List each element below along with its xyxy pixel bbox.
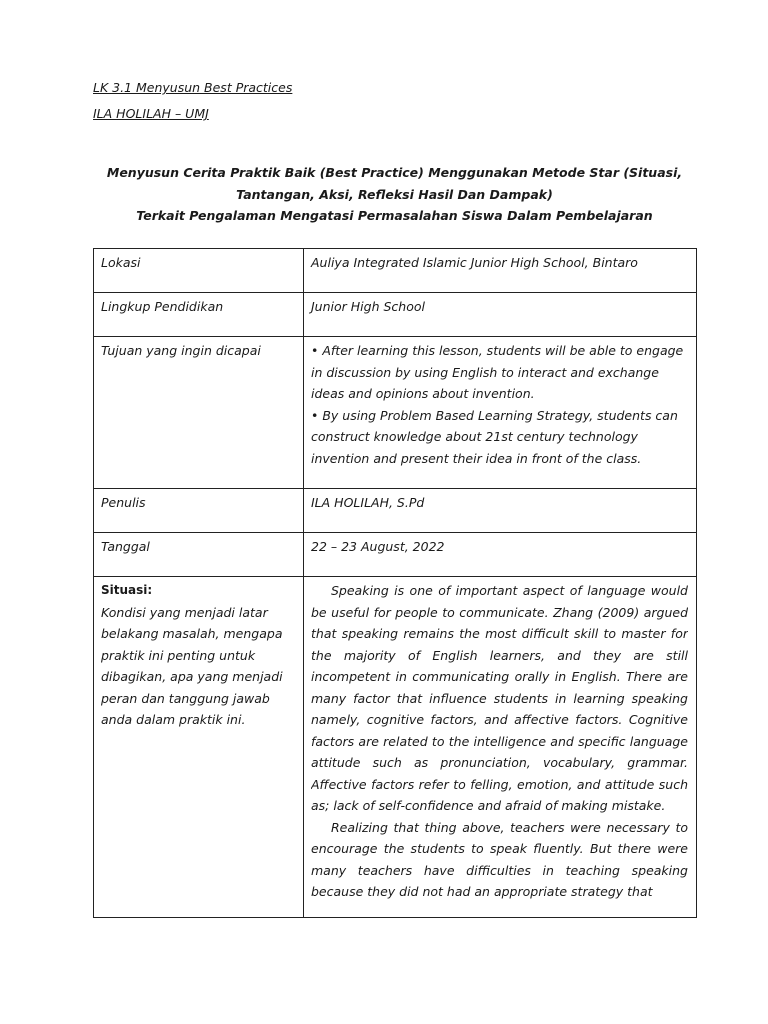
value-lokasi: Auliya Integrated Islamic Junior High School, Bintaro	[304, 249, 697, 293]
label-tanggal: Tanggal	[94, 533, 304, 577]
situasi-paragraph-1: Speaking is one of important aspect of language would be useful for people to communicate. Zhang (2009) argued that speaking remains the most difficult skill to master for the majority of English learners, and they are still incompetent in communicating orally in English. There are many factor that influence students in learning speaking namely, cognitive factors, and affective factors. Cognitive factors are related to the intelligence and specific language attitude such as pronunciation, vocabulary, grammar. Affective factors refer to felling, emotion, and attitude such as; lack of self-confidence and afraid of making mistake.	[311, 583, 688, 813]
author-institution: ILA HOLILAH – UMJ	[93, 106, 209, 121]
label-situasi-cell	[94, 577, 304, 918]
tujuan-bullet-2: • By using Problem Based Learning Strategy, students can construct knowledge about 21st century technology invention and present their idea in front of the class.	[311, 407, 678, 466]
title-line-2: Tantangan, Aksi, Refleksi Hasil Dan Dampak)	[236, 187, 553, 202]
situasi-heading: Situasi:	[101, 583, 153, 597]
label-lokasi: Lokasi	[94, 249, 304, 293]
tujuan-bullet-1: • After learning this lesson, students will be able to engage in discussion by using English to interact and exchange ideas and opinions about invention.	[311, 343, 684, 401]
row-penulis	[94, 489, 697, 533]
row-tanggal	[94, 533, 697, 577]
situasi-body-cell	[304, 577, 697, 918]
row-tujuan	[94, 337, 697, 489]
title-line-3: Terkait Pengalaman Mengatasi Permasalahan Siswa Dalam Pembelajaran	[136, 208, 653, 223]
document-code: LK 3.1 Menyusun Best Practices	[93, 80, 293, 95]
value-lingkup: Junior High School	[304, 293, 697, 337]
value-penulis: ILA HOLILAH, S.Pd	[304, 489, 697, 533]
row-situasi	[94, 577, 697, 918]
title-line-1: Menyusun Cerita Praktik Baik (Best Practice) Menggunakan Metode Star (Situasi,	[106, 165, 683, 180]
row-lokasi	[94, 249, 697, 293]
situasi-description: Kondisi yang menjadi latar belakang masalah, mengapa praktik ini penting untuk dibagikan, apa yang menjadi peran dan tanggung jawab anda dalam praktik ini.	[101, 604, 283, 727]
label-penulis: Penulis	[94, 489, 304, 533]
label-tujuan: Tujuan yang ingin dicapai	[94, 337, 304, 489]
value-tanggal: 22 – 23 August, 2022	[304, 533, 697, 577]
label-lingkup: Lingkup Pendidikan	[94, 293, 304, 337]
value-tujuan	[304, 337, 697, 489]
situasi-paragraph-2: Realizing that thing above, teachers were necessary to encourage the students to speak fluently. But there were many teachers have difficulties in teaching speaking because they did not had an appropriate strategy that	[311, 819, 688, 899]
row-lingkup	[94, 293, 697, 337]
best-practice-table	[93, 248, 697, 918]
